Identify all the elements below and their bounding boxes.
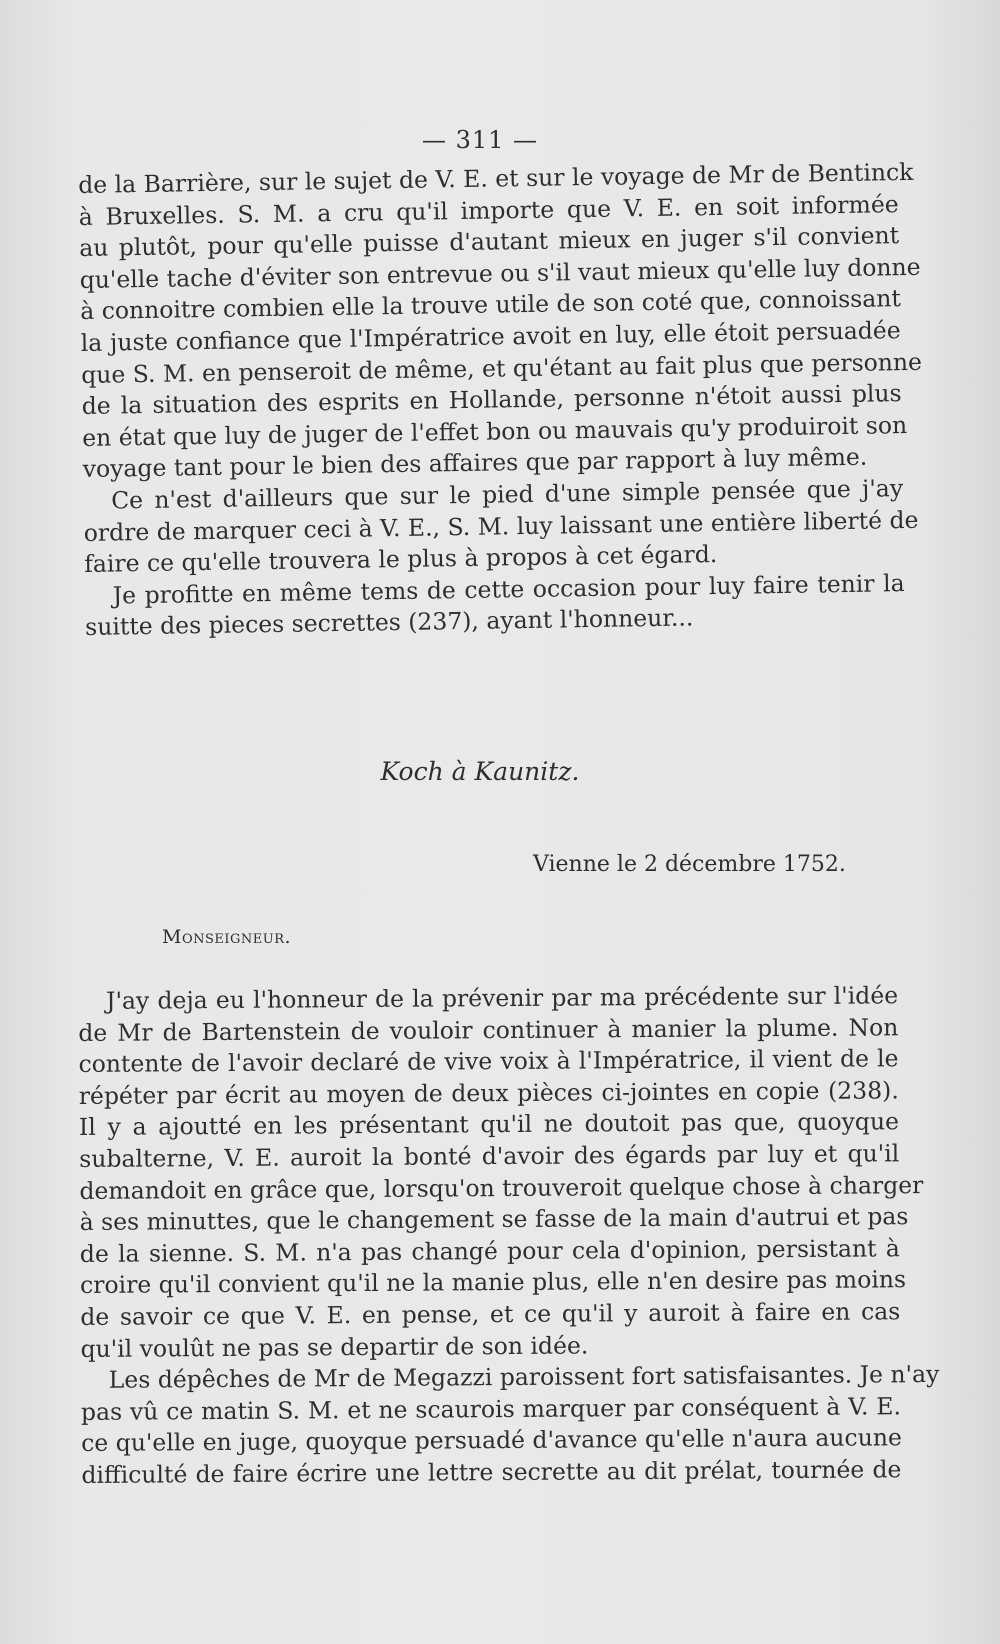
text-line: Il y a ajoutté en les présentant qu'il ne doutoit pas que, quoyque — [78, 1107, 900, 1142]
text-line: pas vû ce matin S. M. et ne scaurois marquer par conséquent à V. E. — [80, 1391, 902, 1426]
text-line: contente de l'avoir declaré de vive voix à l'Impératrice, il vient de le — [78, 1044, 899, 1079]
text-line: en état que luy de juger de l'effet bon ou mauvais qu'y produiroit son — [81, 410, 908, 452]
text-line: J'ay deja eu l'honneur de la prévenir par ma précédente sur l'idée — [106, 981, 899, 1015]
text-line: qu'elle tache d'éviter son entrevue ou s'il vaut mieux qu'elle luy donne — [79, 252, 921, 294]
letter-body — [78, 980, 940, 1491]
text-line: la juste confiance que l'Impératrice avoit en luy, elle étoit persuadée — [80, 316, 901, 357]
text-line: suitte des pieces secrettes (237), ayant l'honneur... — [84, 603, 694, 642]
text-line: Je profitte en même tems de cette occasion pour luy faire tenir la — [112, 568, 905, 610]
text-line: que S. M. en penseroit de même, et qu'étant au fait plus que personne — [80, 347, 923, 389]
text-line: à ses minuttes, que le changement se fasse de la main d'autrui et pas — [79, 1202, 909, 1237]
text-line: répéter par écrit au moyen de deux pièces ci-jointes en copie (238). — [78, 1076, 899, 1110]
text-line: qu'il voulût ne pas se departir de son idée. — [80, 1330, 589, 1363]
text-line: au plutôt, pour qu'elle puisse d'autant mieux en juger s'il convient — [79, 221, 900, 263]
salutation: Monseigneur. — [162, 926, 292, 948]
text-line: faire ce qu'elle trouvera le plus à propos à cet égard. — [83, 540, 718, 579]
letter-continuation — [78, 157, 923, 644]
text-line: croire qu'il convient qu'il ne la manie plus, elle n'en desire pas moins — [79, 1265, 907, 1300]
text-line: de la situation des esprits en Hollande, personne n'étoit aussi plus — [81, 379, 902, 421]
text-line: Les dépêches de Mr de Megazzi paroissent fort satisfaisantes. Je n'ay — [108, 1360, 940, 1394]
text-line: de Mr de Bartenstein de vouloir continuer à manier la plume. Non — [78, 1012, 899, 1047]
text-line: de la Barrière, sur le sujet de V. E. et sur le voyage de Mr de Bentinck — [78, 157, 914, 199]
text-line: de la sienne. S. M. n'a pas changé pour cela d'opinion, persistant à — [79, 1234, 900, 1268]
text-line: voyage tant pour le bien des affaires que par rapport à luy même. — [82, 442, 868, 484]
letter-heading: Koch à Kaunitz. — [380, 757, 580, 786]
text-line: demandoit en grâce que, lorsqu'on trouveroit quelque chose à charger — [79, 1170, 924, 1205]
text-line: difficulté de faire écrire une lettre secrette au dit prélat, tournée de — [81, 1455, 902, 1489]
text-line: subalterne, V. E. auroit la bonté d'avoir des égards par luy et qu'il — [79, 1139, 900, 1173]
page-number: — 311 — — [421, 126, 539, 154]
dateline: Vienne le 2 décembre 1752. — [533, 852, 846, 877]
text-line: à connoitre combien elle la trouve utile de son coté que, connoissant — [80, 284, 902, 326]
text-line: de savoir ce que V. E. en pense, et ce qu'il y auroit à faire en cas — [80, 1297, 901, 1331]
text-line: Ce n'est d'ailleurs que sur le pied d'une simple pensée que j'ay — [110, 474, 904, 515]
text-line: ordre de marquer ceci à V. E., S. M. luy laissant une entière liberté de — [83, 505, 919, 547]
text-line: ce qu'elle en juge, quoyque persuadé d'avance qu'elle n'aura aucune — [81, 1423, 902, 1458]
text-line: à Bruxelles. S. M. a cru qu'il importe que V. E. en soit informée — [78, 189, 899, 231]
